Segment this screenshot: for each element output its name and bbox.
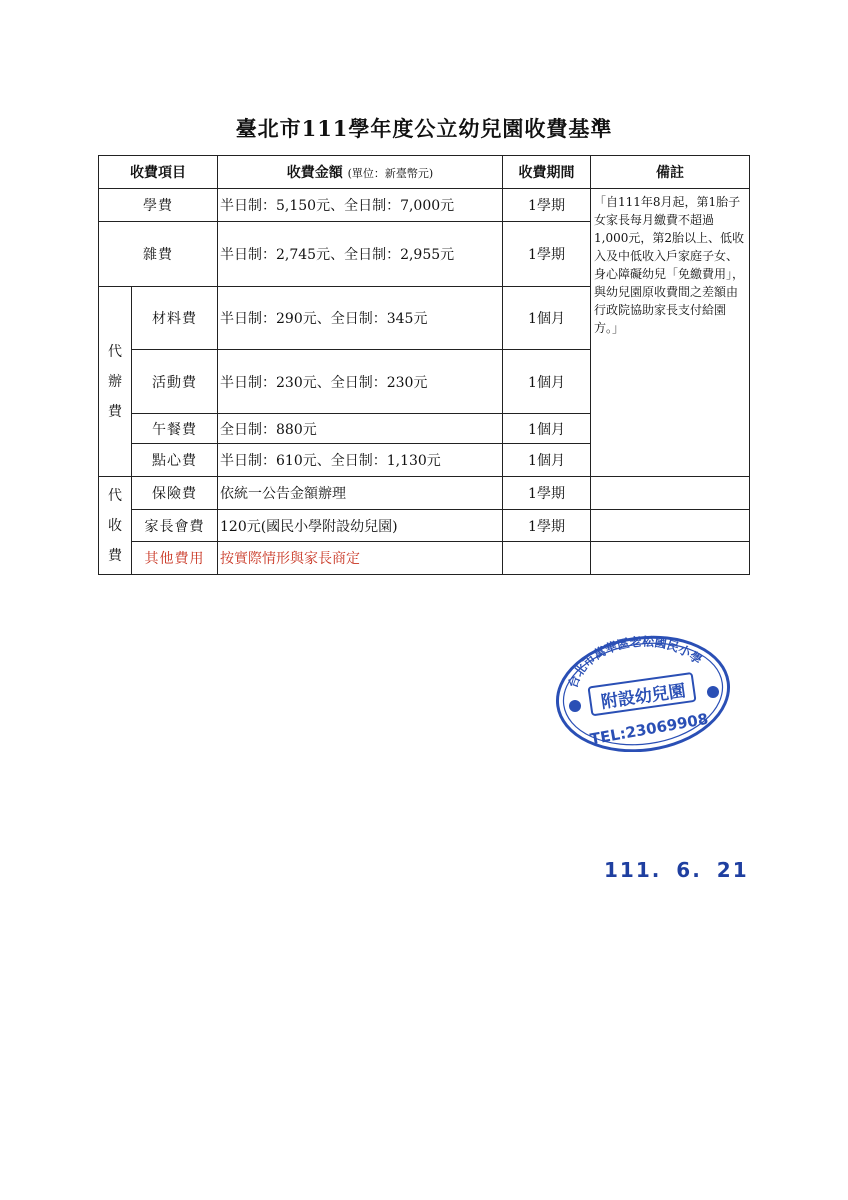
row-label-parents: 家長會費 [132,510,218,542]
row-amount-activity: 半日制：230元、全日制：230元 [218,350,503,414]
row-label-other: 其他費用 [132,542,218,575]
stamp-center-text: 附設幼兒園 [599,681,687,713]
remark-empty-cell [591,510,750,542]
row-period-snack: 1個月 [503,444,591,477]
header-remark: 備註 [591,156,750,189]
row-amount-snack: 半日制：610元、全日制：1,130元 [218,444,503,477]
table-header-row [99,156,750,189]
row-amount-parents: 120元(國民小學附設幼兒園) [218,510,503,542]
header-amount [218,156,503,189]
header-item: 收費項目 [99,156,218,189]
row-label-activity: 活動費 [132,350,218,414]
row-period-other [503,542,591,575]
remark-empty-cell [591,477,750,510]
row-period-parents: 1學期 [503,510,591,542]
remark-cell: 「自111年8月起，第1胎子女家長每月繳費不超過1,000元，第2胎以上、低收入及中低收入戶家庭子女、身心障礙幼兒「免繳費用」，與幼兒園原收費間之差額由行政院協助家長支付給園方。」 [591,189,750,477]
table-row [99,510,750,542]
table-row [99,542,750,575]
proxy-char-2: 辦 [108,373,122,390]
proxy-char-3: 費 [108,403,122,420]
page-title: 臺北市111學年度公立幼兒園收費基準 [235,116,613,141]
row-amount-tuition: 半日制：5,150元、全日制：7,000元 [218,189,503,222]
row-label-tuition: 學費 [99,189,218,222]
row-period-activity: 1個月 [503,350,591,414]
header-amount-unit: (單位：新臺幣元) [347,167,434,180]
row-amount-misc: 半日制：2,745元、全日制：2,955元 [218,222,503,287]
table-row [99,189,750,222]
collect-char-1: 代 [108,487,122,504]
proxy-char-1: 代 [108,343,122,360]
row-label-lunch: 午餐費 [132,414,218,444]
collect-fee-group-label [99,477,132,575]
row-amount-lunch: 全日制：880元 [218,414,503,444]
row-label-insurance: 保險費 [132,477,218,510]
stamp-flower-right [707,686,719,698]
row-period-lunch: 1個月 [503,414,591,444]
row-period-insurance: 1學期 [503,477,591,510]
collect-char-2: 收 [108,517,122,534]
school-seal-stamp [554,634,732,752]
header-amount-label: 收費金額 [286,165,343,181]
row-period-tuition: 1學期 [503,189,591,222]
row-amount-insurance: 依統一公告金額辦理 [218,477,503,510]
stamp-tel-text: TEL:23069908 [588,709,710,749]
stamp-date: 111. 6. 21 [604,858,749,882]
table-row [99,477,750,510]
row-label-material: 材料費 [132,287,218,350]
row-amount-other: 按實際情形與家長商定 [218,542,503,575]
stamp-flower-left [569,700,581,712]
row-period-material: 1個月 [503,287,591,350]
stamp-arc-text: 台北市萬華區老松國民小學 [565,634,705,690]
row-label-misc: 雜費 [99,222,218,287]
row-amount-material: 半日制：290元、全日制：345元 [218,287,503,350]
remark-empty-cell [591,542,750,575]
proxy-fee-group-label [99,287,132,477]
row-label-snack: 點心費 [132,444,218,477]
collect-char-3: 費 [108,547,122,564]
fee-table [98,155,750,575]
row-period-misc: 1學期 [503,222,591,287]
header-period: 收費期間 [503,156,591,189]
